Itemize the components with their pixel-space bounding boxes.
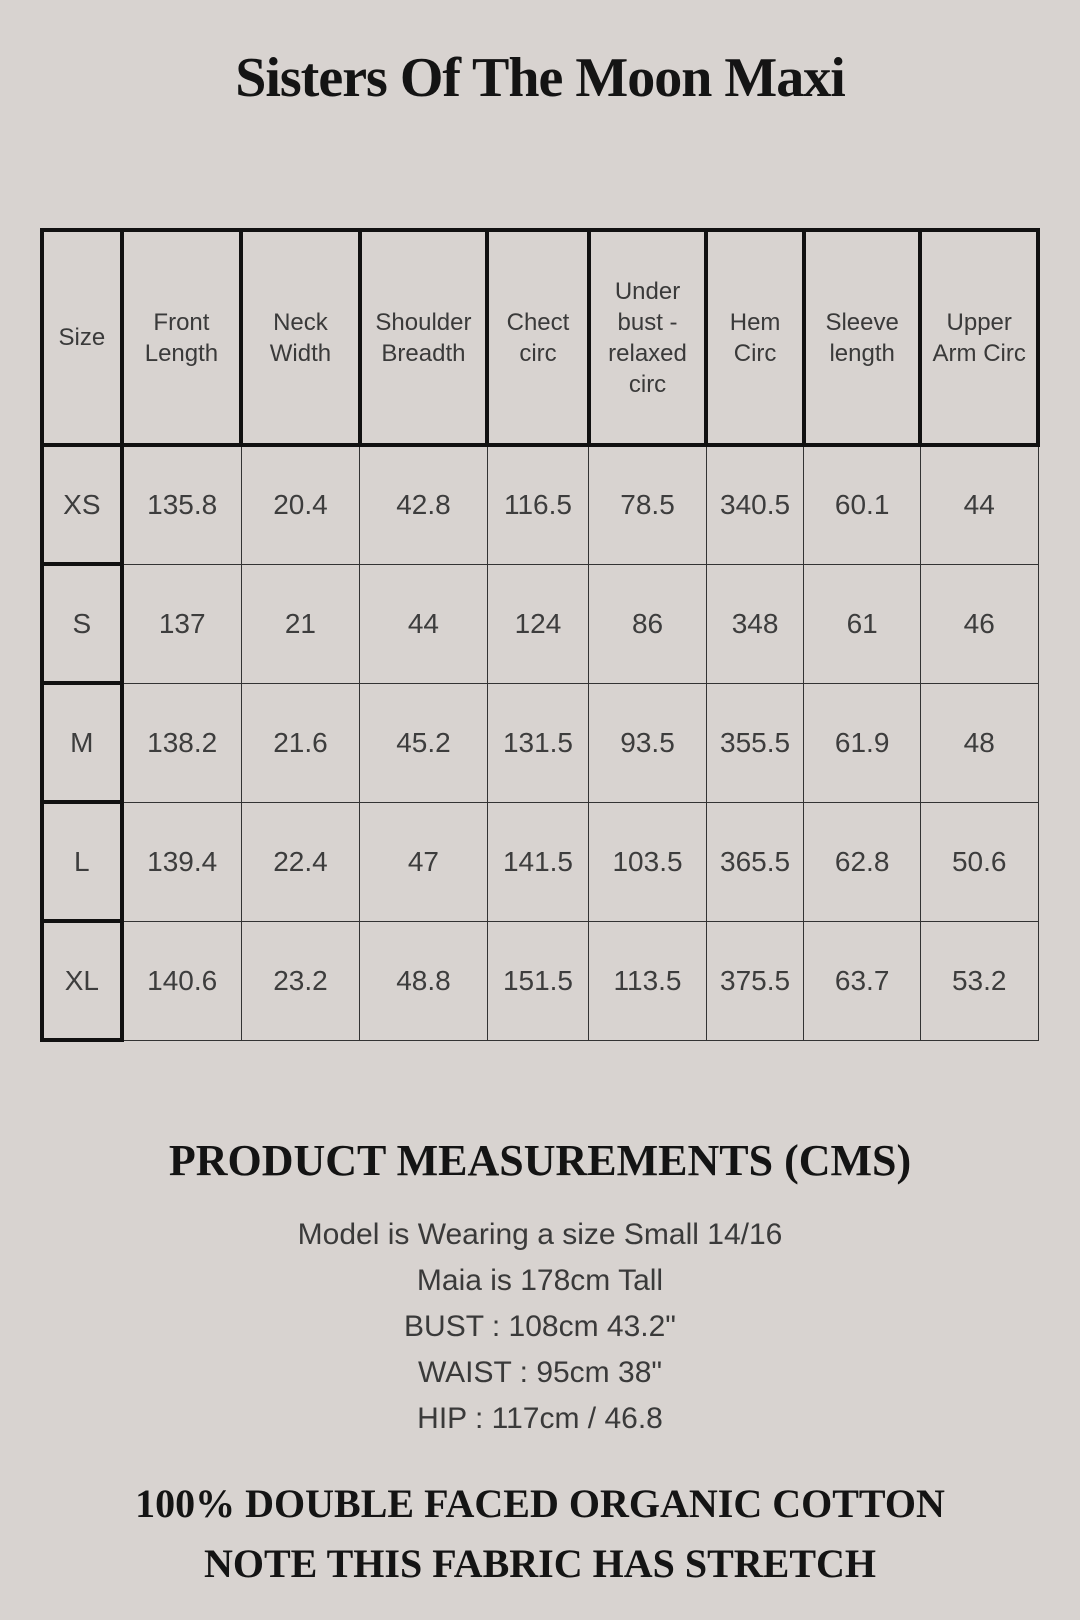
model-info-line-height: Maia is 178cm Tall [416,1264,664,1297]
size-cell: XS [42,445,122,564]
column-header-sleeve-length: Sleeve length [804,230,921,445]
measurement-cell: 138.2 [122,683,242,802]
measurement-cell: 23.2 [241,921,360,1040]
size-cell: S [42,564,122,683]
model-info-line-size: Model is Wearing a size Small 14/16 [297,1218,783,1251]
measurement-cell: 20.4 [241,445,360,564]
measurement-cell: 46 [920,564,1038,683]
measurement-cell: 60.1 [804,445,921,564]
measurement-cell: 103.5 [589,802,707,921]
measurement-cell: 48.8 [360,921,487,1040]
measurement-cell: 139.4 [122,802,242,921]
measurement-cell: 48 [920,683,1038,802]
column-header-hem-circ: Hem Circ [706,230,804,445]
measurement-cell: 21 [241,564,360,683]
measurement-cell: 116.5 [487,445,589,564]
measurement-cell: 44 [360,564,487,683]
measurement-cell: 86 [589,564,707,683]
measurement-cell: 44 [920,445,1038,564]
column-header-shoulder-breadth: Shoulder Breadth [360,230,487,445]
column-header-front-length: Front Length [122,230,242,445]
measurement-cell: 137 [122,564,242,683]
fabric-note-line-stretch: NOTE THIS FABRIC HAS STRETCH [203,1541,877,1586]
measurement-cell: 340.5 [706,445,804,564]
measurement-cell: 355.5 [706,683,804,802]
column-header-under-bust: Under bust - relaxed circ [589,230,707,445]
measurement-cell: 93.5 [589,683,707,802]
measurement-cell: 61 [804,564,921,683]
measurement-cell: 151.5 [487,921,589,1040]
measurement-cell: 375.5 [706,921,804,1040]
measurements-heading: PRODUCT MEASUREMENTS (CMS) [168,1136,912,1185]
table-row-xs [42,445,1038,564]
model-info-line-bust: BUST : 108cm 43.2" [404,1310,676,1343]
size-cell: L [42,802,122,921]
model-info [0,1212,1080,1442]
measurement-cell: 21.6 [241,683,360,802]
measurement-cell: 140.6 [122,921,242,1040]
table-row-m [42,683,1038,802]
page-title: Sisters Of The Moon Maxi [235,47,845,109]
measurement-cell: 131.5 [487,683,589,802]
column-header-neck-width: Neck Width [241,230,360,445]
measurement-cell: 22.4 [241,802,360,921]
measurement-cell: 63.7 [804,921,921,1040]
measurement-cell: 78.5 [589,445,707,564]
header-row [42,230,1038,445]
measurement-cell: 61.9 [804,683,921,802]
model-info-line-hip: HIP : 117cm / 46.8 [417,1402,663,1435]
column-header-size: Size [42,230,122,445]
size-cell: M [42,683,122,802]
column-header-upper-arm-circ: Upper Arm Circ [920,230,1038,445]
measurement-cell: 62.8 [804,802,921,921]
fabric-note-line-material: 100% DOUBLE FACED ORGANIC COTTON [135,1481,945,1526]
measurement-cell: 53.2 [920,921,1038,1040]
measurement-cell: 42.8 [360,445,487,564]
measurement-cell: 135.8 [122,445,242,564]
measurement-cell: 141.5 [487,802,589,921]
size-chart-table [40,228,1040,1042]
table-row-xl [42,921,1038,1040]
fabric-note [0,1474,1080,1594]
model-info-line-waist: WAIST : 95cm 38" [417,1356,663,1389]
size-cell: XL [42,921,122,1040]
measurement-cell: 365.5 [706,802,804,921]
table-row-l [42,802,1038,921]
column-header-chest-circ: Chect circ [487,230,589,445]
table-row-s [42,564,1038,683]
measurement-cell: 45.2 [360,683,487,802]
measurement-cell: 124 [487,564,589,683]
measurement-cell: 47 [360,802,487,921]
measurement-cell: 348 [706,564,804,683]
measurement-cell: 113.5 [589,921,707,1040]
measurement-cell: 50.6 [920,802,1038,921]
